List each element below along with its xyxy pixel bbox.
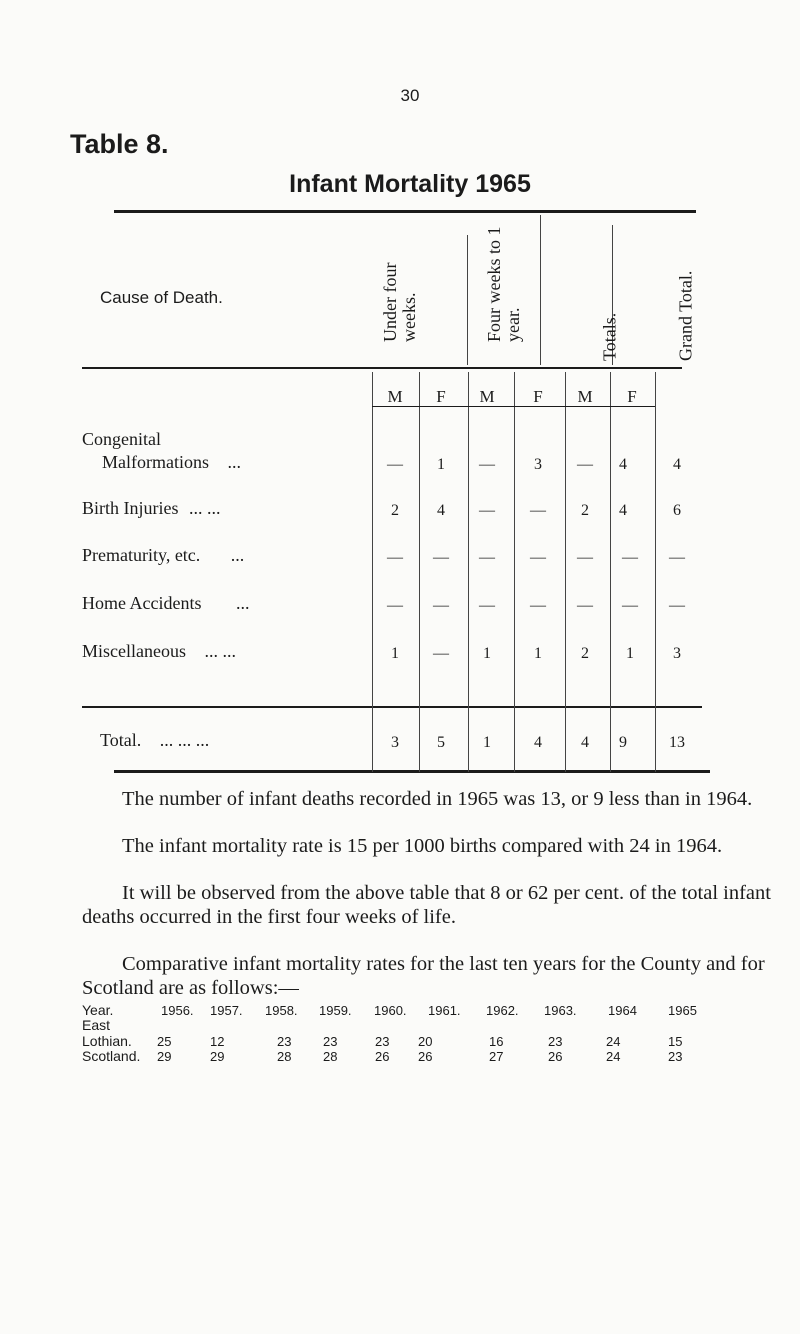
lothian-label: Lothian.: [82, 1033, 132, 1049]
header-divider: [467, 235, 468, 365]
table-cell: —: [433, 597, 449, 614]
scotland-cell: 24: [606, 1049, 621, 1064]
under-four-weeks-label: Under four weeks.: [380, 262, 419, 342]
cause-label: Miscellaneous ... ...: [82, 641, 236, 661]
scotland-cell: 28: [277, 1049, 292, 1064]
table-bottom-rule: [114, 770, 710, 773]
cause-label: Prematurity, etc. ...: [82, 545, 245, 565]
column-divider: [514, 372, 515, 772]
table-label: Table 8.: [70, 129, 169, 159]
page-number: 30: [400, 86, 420, 105]
table-cell: —: [669, 549, 685, 566]
cause-header: Cause of Death.: [100, 288, 223, 307]
table-cell: —: [530, 502, 546, 519]
table-cell: —: [530, 597, 546, 614]
scotland-cell: 26: [418, 1049, 433, 1064]
cause-label: Birth Injuries ... ...: [82, 498, 221, 518]
cause-label-line1: Congenital: [82, 429, 161, 449]
year-cell: 1964: [608, 1003, 637, 1018]
table-cell: 4: [673, 456, 681, 473]
table-cell: —: [387, 456, 403, 473]
cause-label: Home Accidents ...: [82, 593, 250, 613]
year-cell: 1956.: [161, 1003, 194, 1018]
scotland-cell: 26: [375, 1049, 390, 1064]
grand-total-label: Grand Total.: [675, 270, 696, 361]
column-divider: [468, 372, 469, 772]
column-divider: [565, 372, 566, 772]
table-cell: 1: [534, 645, 542, 662]
totals-label: Totals.: [599, 312, 620, 361]
total-cell: 5: [437, 734, 445, 751]
sex-label-f: F: [533, 387, 543, 406]
scotland-cell: 28: [323, 1049, 338, 1064]
sex-label-m: M: [387, 387, 403, 406]
table-cell: 4: [619, 456, 627, 473]
lothian-cell: 25: [157, 1034, 172, 1049]
year-cell: 1960.: [374, 1003, 407, 1018]
year-cell: 1958.: [265, 1003, 298, 1018]
table-cell: —: [669, 597, 685, 614]
table-cell: 4: [619, 502, 627, 519]
scotland-label: Scotland.: [82, 1048, 141, 1064]
table-cell: —: [479, 502, 495, 519]
year-cell: 1961.: [428, 1003, 461, 1018]
table-cell: —: [577, 549, 593, 566]
table-cell: 1: [437, 456, 445, 473]
lothian-cell: 15: [668, 1034, 683, 1049]
total-cell: 13: [669, 734, 685, 751]
table-cell: 2: [391, 502, 399, 519]
table-cell: 6: [673, 502, 681, 519]
lothian-cell: 23: [375, 1034, 390, 1049]
table-cell: 1: [626, 645, 634, 662]
lothian-cell: 16: [489, 1034, 504, 1049]
table-cell: 3: [673, 645, 681, 662]
table-cell: —: [577, 456, 593, 473]
table-title: Infant Mortality 1965: [289, 170, 531, 198]
total-cell: 4: [534, 734, 542, 751]
table-cell: —: [479, 549, 495, 566]
table-cell: —: [622, 549, 638, 566]
sex-label-m: M: [479, 387, 495, 406]
paragraph-deaths: The number of infant deaths recorded in 1965 was 13, or 9 less than in 1964.: [122, 788, 753, 810]
year-cell: 1959.: [319, 1003, 352, 1018]
lothian-cell: 12: [210, 1034, 225, 1049]
column-divider: [655, 372, 656, 772]
table-cell: —: [479, 456, 495, 473]
table-cell: 4: [437, 502, 445, 519]
totals-header: [586, 250, 634, 380]
sex-label-m: M: [577, 387, 593, 406]
total-top-rule: [82, 706, 702, 708]
header-divider: [540, 215, 541, 365]
total-label: Total. ... ... ...: [100, 730, 210, 750]
table-cell: 1: [483, 645, 491, 662]
table-cell: 2: [581, 502, 589, 519]
year-cell: 1963.: [544, 1003, 577, 1018]
table-cell: —: [530, 549, 546, 566]
table-cell: —: [433, 549, 449, 566]
table-cell: —: [479, 597, 495, 614]
four-weeks-to-year-header: [480, 226, 528, 380]
year-cell: 1957.: [210, 1003, 243, 1018]
scotland-cell: 26: [548, 1049, 563, 1064]
table-cell: —: [387, 597, 403, 614]
east-label: East: [82, 1017, 111, 1033]
sex-label-f: F: [627, 387, 637, 406]
lothian-cell: 23: [548, 1034, 563, 1049]
column-divider: [372, 372, 373, 772]
under-four-weeks-header: [376, 250, 424, 380]
lothian-cell: 24: [606, 1034, 621, 1049]
lothian-cell: 20: [418, 1034, 433, 1049]
total-cell: 1: [483, 734, 491, 751]
table-cell: —: [622, 597, 638, 614]
year-cell: 1962.: [486, 1003, 519, 1018]
paragraph-rate: The infant mortality rate is 15 per 1000 births compared with 24 in 1964.: [122, 835, 723, 857]
table-cell: 2: [581, 645, 589, 662]
total-cell: 3: [391, 734, 399, 751]
column-divider: [419, 372, 420, 772]
four-weeks-to-year-label: Four weeks to 1 year.: [484, 226, 523, 342]
paragraph-first-weeks: It will be observed from the above table that 8 or 62 per cent. of the total infant deaths occurred in the first four weeks of life.: [82, 882, 771, 928]
year-label: Year.: [82, 1002, 114, 1018]
column-divider: [610, 372, 611, 772]
table-cell: 3: [534, 456, 542, 473]
scotland-cell: 27: [489, 1049, 504, 1064]
table-cell: —: [387, 549, 403, 566]
lothian-cell: 23: [323, 1034, 338, 1049]
sex-label-f: F: [436, 387, 446, 406]
scotland-cell: 29: [210, 1049, 225, 1064]
total-cell: 9: [619, 734, 627, 751]
table-cell: —: [433, 645, 449, 662]
table-cell: 1: [391, 645, 399, 662]
scotland-cell: 29: [157, 1049, 172, 1064]
table-cell: —: [577, 597, 593, 614]
paragraph-comparative: Comparative infant mortality rates for the last ten years for the County and for Scotland are as follows:—: [82, 953, 765, 999]
grand-total-header: [662, 242, 710, 380]
cause-label: Malformations ...: [102, 452, 241, 472]
lothian-cell: 23: [277, 1034, 292, 1049]
total-cell: 4: [581, 734, 589, 751]
scotland-cell: 23: [668, 1049, 683, 1064]
year-cell: 1965: [668, 1003, 697, 1018]
